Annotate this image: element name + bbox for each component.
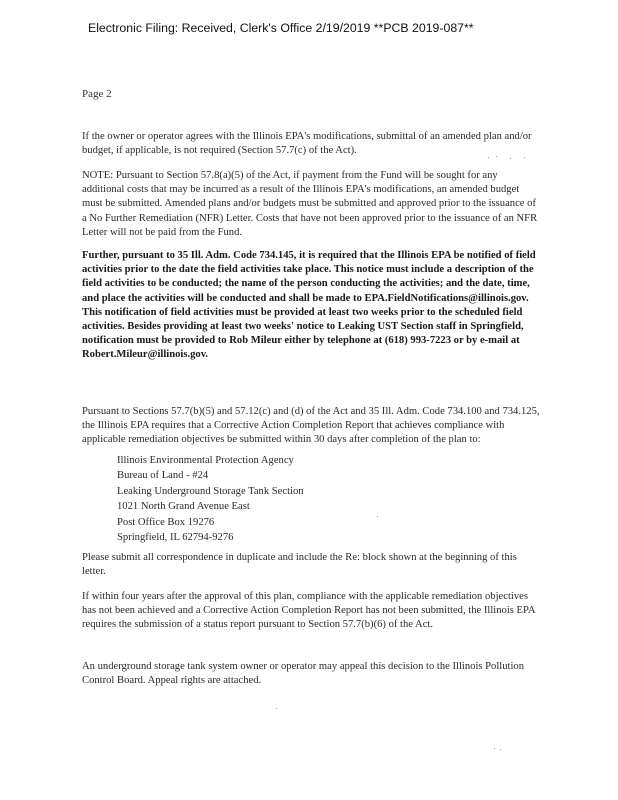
paragraph-appeal: An underground storage tank system owner or operator may appeal this decision to the Illinois Pollution Control Board. Appeal rights are attached. bbox=[82, 661, 525, 687]
address-line: Leaking Underground Storage Tank Section bbox=[117, 485, 304, 497]
paragraph-modifications: If the owner or operator agrees with the Illinois EPA's modifications, submittal of an amended plan and/or budget, if applicable, is not required (Section 57.7(c) of the Act). bbox=[82, 131, 532, 157]
paragraph-note: NOTE: Pursuant to Section 57.8(a)(5) of the Act, if payment from the Fund will be sought for any additional costs that may be incurred as a result of the Illinois EPA's modifications, an amended budget must be submitted. Amended plans and/or budgets must be submitted and approved prior to the issuance of a No Further Remediation (NFR) Letter. Costs that have not been approved prior to the issuance of an NFR Letter will not be paid from the Fund. bbox=[82, 170, 538, 238]
mailing-address-block bbox=[117, 453, 417, 545]
address-line: Bureau of Land - #24 bbox=[117, 470, 209, 482]
scan-speck bbox=[276, 708, 277, 709]
scan-speck bbox=[494, 748, 495, 749]
paragraph-four-years: If within four years after the approval of this plan, compliance with the applicable remediation objectives has not been achieved and a Corrective Action Completion Report has not been submitted, the Illinois EPA requires the submission of a status report pursuant to Section 57.7(b)(6) of the Act. bbox=[82, 591, 535, 631]
address-line: Post Office Box 19276 bbox=[117, 516, 215, 528]
paragraph-field-activities: Further, pursuant to 35 Ill. Adm. Code 734.145, it is required that the Illinois EPA be notified of field activities prior to the date the field activities take place. This notice must include a description of the field activities to be conducted; the name of the person conducting the activities; and the date, time, and place the activities will be conducted and shall be made to EPA.FieldNotifications@illinois.gov. This notification of field activities must be provided at least two weeks prior to the scheduled field activities. Besides providing at least two weeks' notice to Leaking UST Section staff in Springfield, notification must be provided to Rob Mileur either by telephone at (618) 993-7223 or by e-mail at Robert.Mileur@illinois.gov. bbox=[82, 250, 536, 361]
address-line: Springfield, IL 62794-9276 bbox=[117, 532, 234, 544]
scan-speck bbox=[524, 157, 525, 158]
electronic-filing-stamp: Electronic Filing: Received, Clerk's Office 2/19/2019 **PCB 2019-087** bbox=[88, 21, 474, 35]
address-line: 1021 North Grand Avenue East bbox=[117, 501, 250, 513]
address-line: Illinois Environmental Protection Agency bbox=[117, 455, 294, 466]
paragraph-duplicate: Please submit all correspondence in duplicate and include the Re: block shown at the beginning of this letter. bbox=[82, 552, 517, 578]
paragraph-completion-report: Pursuant to Sections 57.7(b)(5) and 57.12(c) and (d) of the Act and 35 Ill. Adm. Code 734.100 and 734.125, the Illinois EPA requires that a Corrective Action Completion Report that achieves compliance with applicable remediation objectives be submitted within 30 days after completion of the plan to: bbox=[82, 406, 540, 446]
scan-speck bbox=[377, 516, 378, 517]
scan-speck bbox=[500, 749, 501, 750]
scan-speck bbox=[510, 158, 511, 159]
scan-speck bbox=[496, 156, 497, 157]
page-number: Page 2 bbox=[82, 88, 112, 100]
scan-speck bbox=[488, 157, 489, 158]
